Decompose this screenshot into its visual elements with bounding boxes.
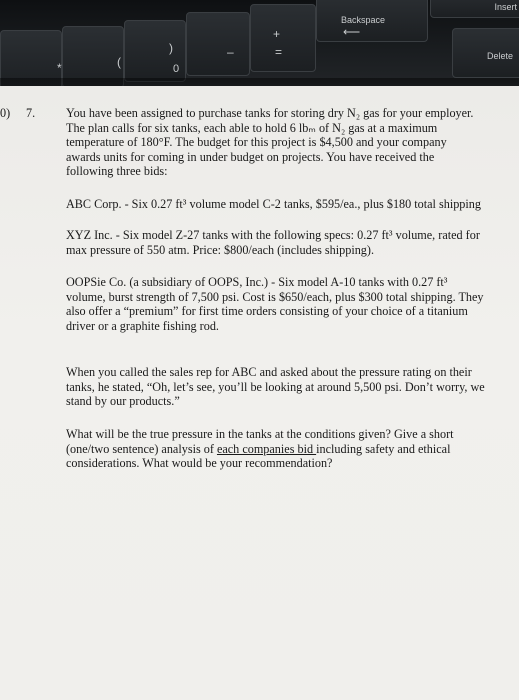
bid-xyz: XYZ Inc. - Six model Z-27 tanks with the following specs: 0.27 ft³ volume, rated for max pressure of 550 atm. Price: $800/each (includes shipping). <box>66 228 480 257</box>
paren-open-key-label: ( <box>117 55 121 69</box>
backspace-arrow-icon: ⟵ <box>343 25 361 39</box>
bid-oops: OOPSie Co. (a subsidiary of OOPS, Inc.) - Six model A-10 tanks with 0.27 ft³ volume, burst strength of 7,500 psi. Cost is $650/each, plus $300 total shipping. They also offer a “premium” for first time orders consisting of your choice of a titanium driver or a graphite fishing rod. <box>66 275 484 333</box>
plus-key-label: + <box>273 27 281 41</box>
sales-rep-statement: When you called the sales rep for ABC and asked about the pressure rating on their tanks, he stated, “Oh, let’s see, you’ll be looking at around 5,500 psi. Don’t worry, we stand by our products.” <box>66 365 485 409</box>
zero-key-label: 0 <box>173 63 180 75</box>
backspace-key-label: Backspace <box>341 15 386 25</box>
question-part-1: What will be the true pressure in the tanks at the conditions given? Give a short (one/two sentence) analysis of <box>66 427 454 456</box>
problem-prefix: 0) <box>0 106 11 120</box>
question-prompt <box>66 427 482 471</box>
delete-key-label: Delete <box>487 51 514 61</box>
bid-abc: ABC Corp. - Six 0.27 ft³ volume model C-2 tanks, $595/ea., plus $180 total shipping <box>66 197 481 211</box>
problem-intro: You have been assigned to purchase tanks for storing dry N₂ gas for your employer. The plan calls for six tanks, each able to hold 6 lbₘ of N₂ gas at a maximum temperature of 180°F. The budget for this project is $4,500 and your company awards units for coming in under budget on projects. You have received the following three bids: <box>66 106 474 179</box>
question-underlined: each companies bid <box>216 441 317 456</box>
star-key-label: * <box>57 61 62 75</box>
problem-number: 7. <box>26 106 36 120</box>
equals-key-label: = <box>275 45 283 59</box>
insert-key-label: Insert <box>494 2 517 12</box>
question-part-2: including safety and ethical considerations. What would be your recommendation? <box>66 441 451 471</box>
minus-key-label: – <box>227 45 234 59</box>
paren-close-key-label: ) <box>169 41 173 55</box>
